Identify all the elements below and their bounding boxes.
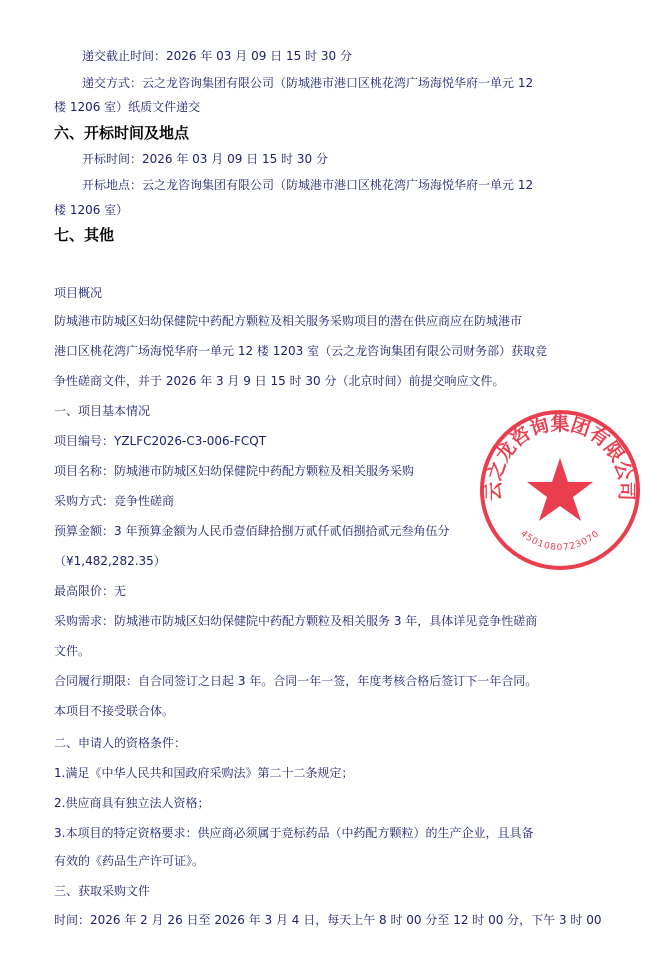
qualification-item3-line1: 3.本项目的特定资格要求：供应商必须属于竞标药品（中药配方颗粒）的生产企业，且具备 xyxy=(54,826,534,840)
seal-text: 云之龙咨询集团有限公司 xyxy=(482,413,638,501)
contract-term: 合同履行期限：自合同签订之日起 3 年。合同一年一签，年度考核合格后签订下一年合同。 xyxy=(54,674,538,688)
submission-deadline: 递交截止时间：2026 年 03 月 09 日 15 时 30 分 xyxy=(82,49,352,63)
opening-time: 开标时间：2026 年 03 月 09 日 15 时 30 分 xyxy=(82,152,328,166)
qualification-item3-line2: 有效的《药品生产许可证》。 xyxy=(54,854,205,868)
overview-para-line1: 防城港市防城区妇幼保健院中药配方颗粒及相关服务采购项目的潜在供应商应在防城港市 xyxy=(54,314,523,328)
max-price: 最高限价：无 xyxy=(54,584,127,598)
consortium-note: 本项目不接受联合体。 xyxy=(54,704,175,718)
procurement-method: 采购方式：竞争性磋商 xyxy=(54,494,175,508)
qualification-item1: 1.满足《中华人民共和国政府采购法》第二十二条规定； xyxy=(54,766,354,780)
seal-code: 4501080723070 xyxy=(518,528,602,553)
project-name: 项目名称：防城港市防城区妇幼保健院中药配方颗粒及相关服务采购 xyxy=(54,464,415,478)
obtain-time: 时间：2026 年 2 月 26 日至 2026 年 3 月 4 日，每天上午 8 时 00 分至 12 时 00 分，下午 3 时 00 xyxy=(54,913,602,927)
obtain-heading: 三、获取采购文件 xyxy=(54,884,151,898)
opening-place-line2: 楼 1206 室） xyxy=(54,203,129,217)
submission-method-line2: 楼 1206 室）纸质文件递交 xyxy=(54,100,201,114)
section6-title: 六、开标时间及地点 xyxy=(54,124,190,142)
opening-place-line1: 开标地点：云之龙咨询集团有限公司（防城港市港口区桃花湾广场海悦华府一单元 12 xyxy=(82,178,534,192)
qualification-item2: 2.供应商具有独立法人资格； xyxy=(54,796,210,810)
company-seal xyxy=(478,408,642,572)
demand-line1: 采购需求：防城港市防城区妇幼保健院中药配方颗粒及相关服务 3 年，具体详见竞争性磋商 xyxy=(54,614,538,628)
demand-line2: 文件。 xyxy=(54,644,91,658)
section7-title: 七、其他 xyxy=(54,226,115,244)
project-number: 项目编号：YZLFC2026-C3-006-FCQT xyxy=(54,434,267,448)
overview-para-line2: 港口区桃花湾广场海悦华府一单元 12 楼 1203 室（云之龙咨询集团有限公司财务部）获取竞 xyxy=(54,344,548,358)
qualification-heading: 二、申请人的资格条件： xyxy=(54,736,187,750)
basic-info-heading: 一、项目基本情况 xyxy=(54,404,151,418)
seal-star-icon xyxy=(527,458,593,521)
budget-line1: 预算金额：3 年预算金额为人民币壹佰肆拾捌万贰仟贰佰捌拾贰元叁角伍分 xyxy=(54,524,450,538)
submission-method-line1: 递交方式：云之龙咨询集团有限公司（防城港市港口区桃花湾广场海悦华府一单元 12 xyxy=(82,76,534,90)
overview-heading: 项目概况 xyxy=(54,286,103,300)
budget-line2: （¥1,482,282.35） xyxy=(54,554,166,568)
overview-para-line3: 争性磋商文件，并于 2026 年 3 月 9 日 15 时 30 分（北京时间）前提交响应文件。 xyxy=(54,374,505,388)
